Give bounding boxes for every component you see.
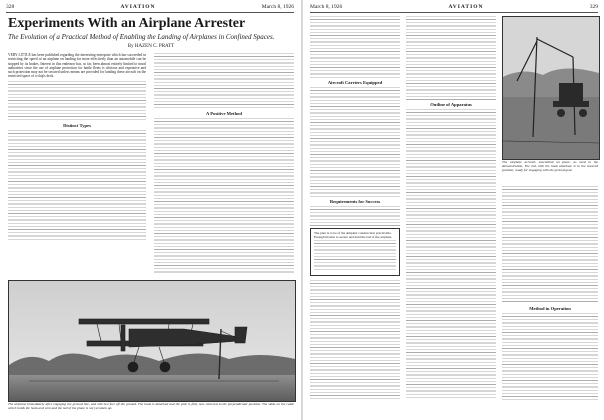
article-subtitle: The Evolution of a Practical Method of Enabling the Landing of Airplanes in Confined Spaces. — [8, 33, 275, 41]
right-column-1 — [310, 16, 400, 402]
body-text-block — [310, 16, 400, 78]
right-page-number: 329 — [589, 4, 598, 10]
body-text-block — [310, 87, 400, 197]
left-page-number: 328 — [6, 4, 15, 10]
article-title: Experiments With an Airplane Arrester — [8, 16, 246, 31]
body-text-block — [502, 186, 598, 304]
heading-distinct-types: Distinct Types — [63, 122, 91, 128]
left-journal-name: AVIATION — [120, 4, 156, 10]
body-text-block — [310, 280, 400, 400]
article-byline: By HAZEN C. PRATT — [127, 44, 175, 49]
body-text-block — [310, 206, 400, 230]
left-column-2 — [154, 53, 294, 276]
left-photo-caption: The airplane immediately after engaging the ground line, and still two feet off the ground. The hook is detached and the pole is fully now returned to the perpendicular position. The skids on the cable which holds the hook and wire and the tail of the plane is not yet taken up. — [8, 402, 294, 411]
body-text-block — [8, 81, 146, 121]
heading-method-operation: Method in Operation — [529, 306, 571, 311]
requirements-list-box — [310, 228, 400, 276]
right-journal-name: AVIATION — [448, 4, 484, 10]
body-text-block — [502, 313, 598, 401]
heading-outline-apparatus: Outline of Apparatus — [430, 102, 472, 107]
heading-positive-method: A Positive Method — [206, 111, 242, 116]
body-text-block — [406, 109, 496, 399]
arrester-apparatus-photo — [502, 16, 600, 160]
body-text-block — [406, 16, 496, 100]
requirements-intro-text: The plan is to be of the simplest construction practicable. Enough motion to secure and hold the tail of the airplane. — [314, 231, 393, 240]
body-text-block — [154, 118, 294, 274]
body-text-block — [8, 130, 146, 240]
right-issue-date: March 8, 1926 — [310, 4, 343, 10]
right-running-head — [310, 3, 598, 13]
left-issue-date: March 8, 1926 — [261, 4, 294, 10]
right-column-3 — [502, 186, 598, 402]
left-running-head — [6, 3, 294, 13]
body-text-block — [154, 53, 294, 109]
heading-aircraft-carriers: Aircraft Carriers Equipped — [327, 80, 383, 85]
arrester-biplane-photo — [8, 280, 296, 402]
left-column-1 — [8, 53, 146, 276]
requirements-list-lines — [314, 240, 396, 270]
right-page — [304, 0, 604, 420]
intro-paragraph: VERY LITTLE has been published regarding the interesting enterprise which has succeeded in restricting the speed of an airplane on landing far more effectively than an automobile can be stopped by its brakes. Interest in this endeavor has, so far, been almost entirely limited to naval authorities since the use of airplane protection for battle fleets is obvious and expensive and such protection may not be secured unless means are provided for landing these aircraft on the restricted space of a ship's deck. — [8, 53, 146, 79]
heading-requirements: Requirements for Success — [329, 199, 381, 204]
right-photo-caption: The airplane arrester, assembled on place, as used in the demonstration. The rod, with the hook attached, is in the lowered position, ready for engaging with the ground gear. — [502, 160, 598, 173]
right-column-2 — [406, 16, 496, 402]
left-page — [0, 0, 300, 420]
page-gutter — [301, 0, 303, 420]
